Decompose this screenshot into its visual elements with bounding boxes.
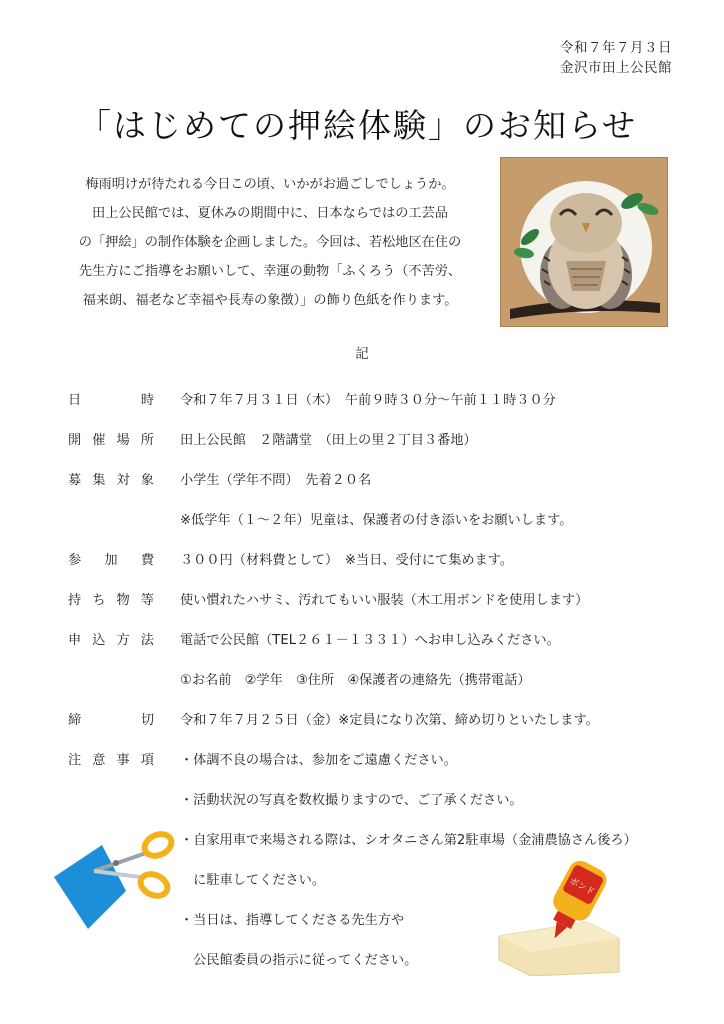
note-line: に駐車してください。: [180, 872, 326, 888]
deadline-value: 令和７年７月２５日（金）※定員になり次第、締め切りといたします。: [180, 712, 599, 728]
fee-value: ３００円（材料費として） ※当日、受付にて集めます。: [180, 552, 514, 568]
detail-row-application-note: [68, 658, 688, 698]
detail-row-belongings: [68, 578, 688, 618]
target-value: 小学生（学年不問） 先着２０名: [180, 472, 372, 488]
detail-label: 開 催 場 所: [68, 432, 154, 448]
note-line: ・自家用車で来場される際は、シオタニさん第2駐車場（金浦農協さん後ろ）: [180, 832, 637, 848]
intro-line: 先生方にご指導をお願いして、幸運の動物「ふくろう（不苦労、: [78, 264, 462, 279]
intro-line: の「押絵」の制作体験を企画しました。今回は、若松地区在住の: [78, 235, 462, 250]
detail-label: 持 ち 物 等: [68, 592, 154, 608]
detail-row-target: [68, 458, 688, 498]
note-line: 公民館委員の指示に従ってください。: [180, 952, 418, 968]
issuer-name: 金沢市田上公民館: [560, 60, 672, 76]
glue-label: ボンド: [567, 876, 596, 898]
intro-line: 梅雨明けが待たれる今日この頃、いかがお過ごしでしょうか。: [85, 177, 455, 192]
header-block: [560, 38, 672, 78]
detail-label: 募 集 対 象: [68, 472, 154, 488]
glue-bottle-icon: [495, 848, 623, 976]
note-line: ・体調不良の場合は、参加をご遠慮ください。: [180, 752, 457, 768]
detail-row-datetime: [68, 378, 688, 418]
detail-label: 注 意 事 項: [68, 752, 154, 768]
detail-label: 締 切: [68, 712, 154, 728]
venue-value: 田上公民館 ２階講堂 （田上の里２丁目３番地）: [180, 432, 477, 448]
scissors-icon: [50, 815, 182, 933]
detail-row-application: [68, 618, 688, 658]
detail-row-notes: [68, 738, 688, 778]
detail-label: 申 込 方 法: [68, 632, 154, 648]
detail-label: 参 加 費: [68, 552, 154, 568]
ki-heading: 記: [355, 346, 369, 362]
application-value: 電話で公民館（TEL２６１－１３３１）へお申し込みください。: [180, 632, 560, 648]
issue-date: 令和７年７月３日: [560, 40, 672, 56]
application-note: ①お名前 ②学年 ③住所 ④保護者の連絡先（携帯電話）: [180, 672, 531, 688]
intro-paragraph: [45, 170, 495, 315]
detail-row-venue: [68, 418, 688, 458]
intro-line: 福来朗、福老など幸福や長寿の象徴）」の飾り色紙を作ります。: [82, 293, 458, 308]
detail-row-notes-cont: [68, 778, 688, 818]
owl-oshie-photo: [500, 157, 668, 327]
detail-label: 日 時: [68, 392, 154, 408]
datetime-value: 令和７年７月３１日（木） 午前９時３０分～午前１１時３０分: [180, 392, 556, 408]
detail-row-target-note: [68, 498, 688, 538]
belongings-value: 使い慣れたハサミ、汚れてもいい服装（木工用ボンドを使用します）: [180, 592, 589, 608]
note-line: ・当日は、指導してくださる先生方や: [180, 912, 405, 928]
note-line: ・活動状況の写真を数枚撮りますので、ご了承ください。: [180, 792, 523, 808]
page-title: 「はじめての押絵体験」のお知らせ: [78, 106, 638, 145]
detail-row-fee: [68, 538, 688, 578]
detail-row-deadline: [68, 698, 688, 738]
intro-line: 田上公民館では、夏休みの期間中に、日本ならではの工芸品: [92, 206, 448, 221]
target-note: ※低学年（１～２年）児童は、保護者の付き添いをお願いします。: [180, 512, 573, 528]
